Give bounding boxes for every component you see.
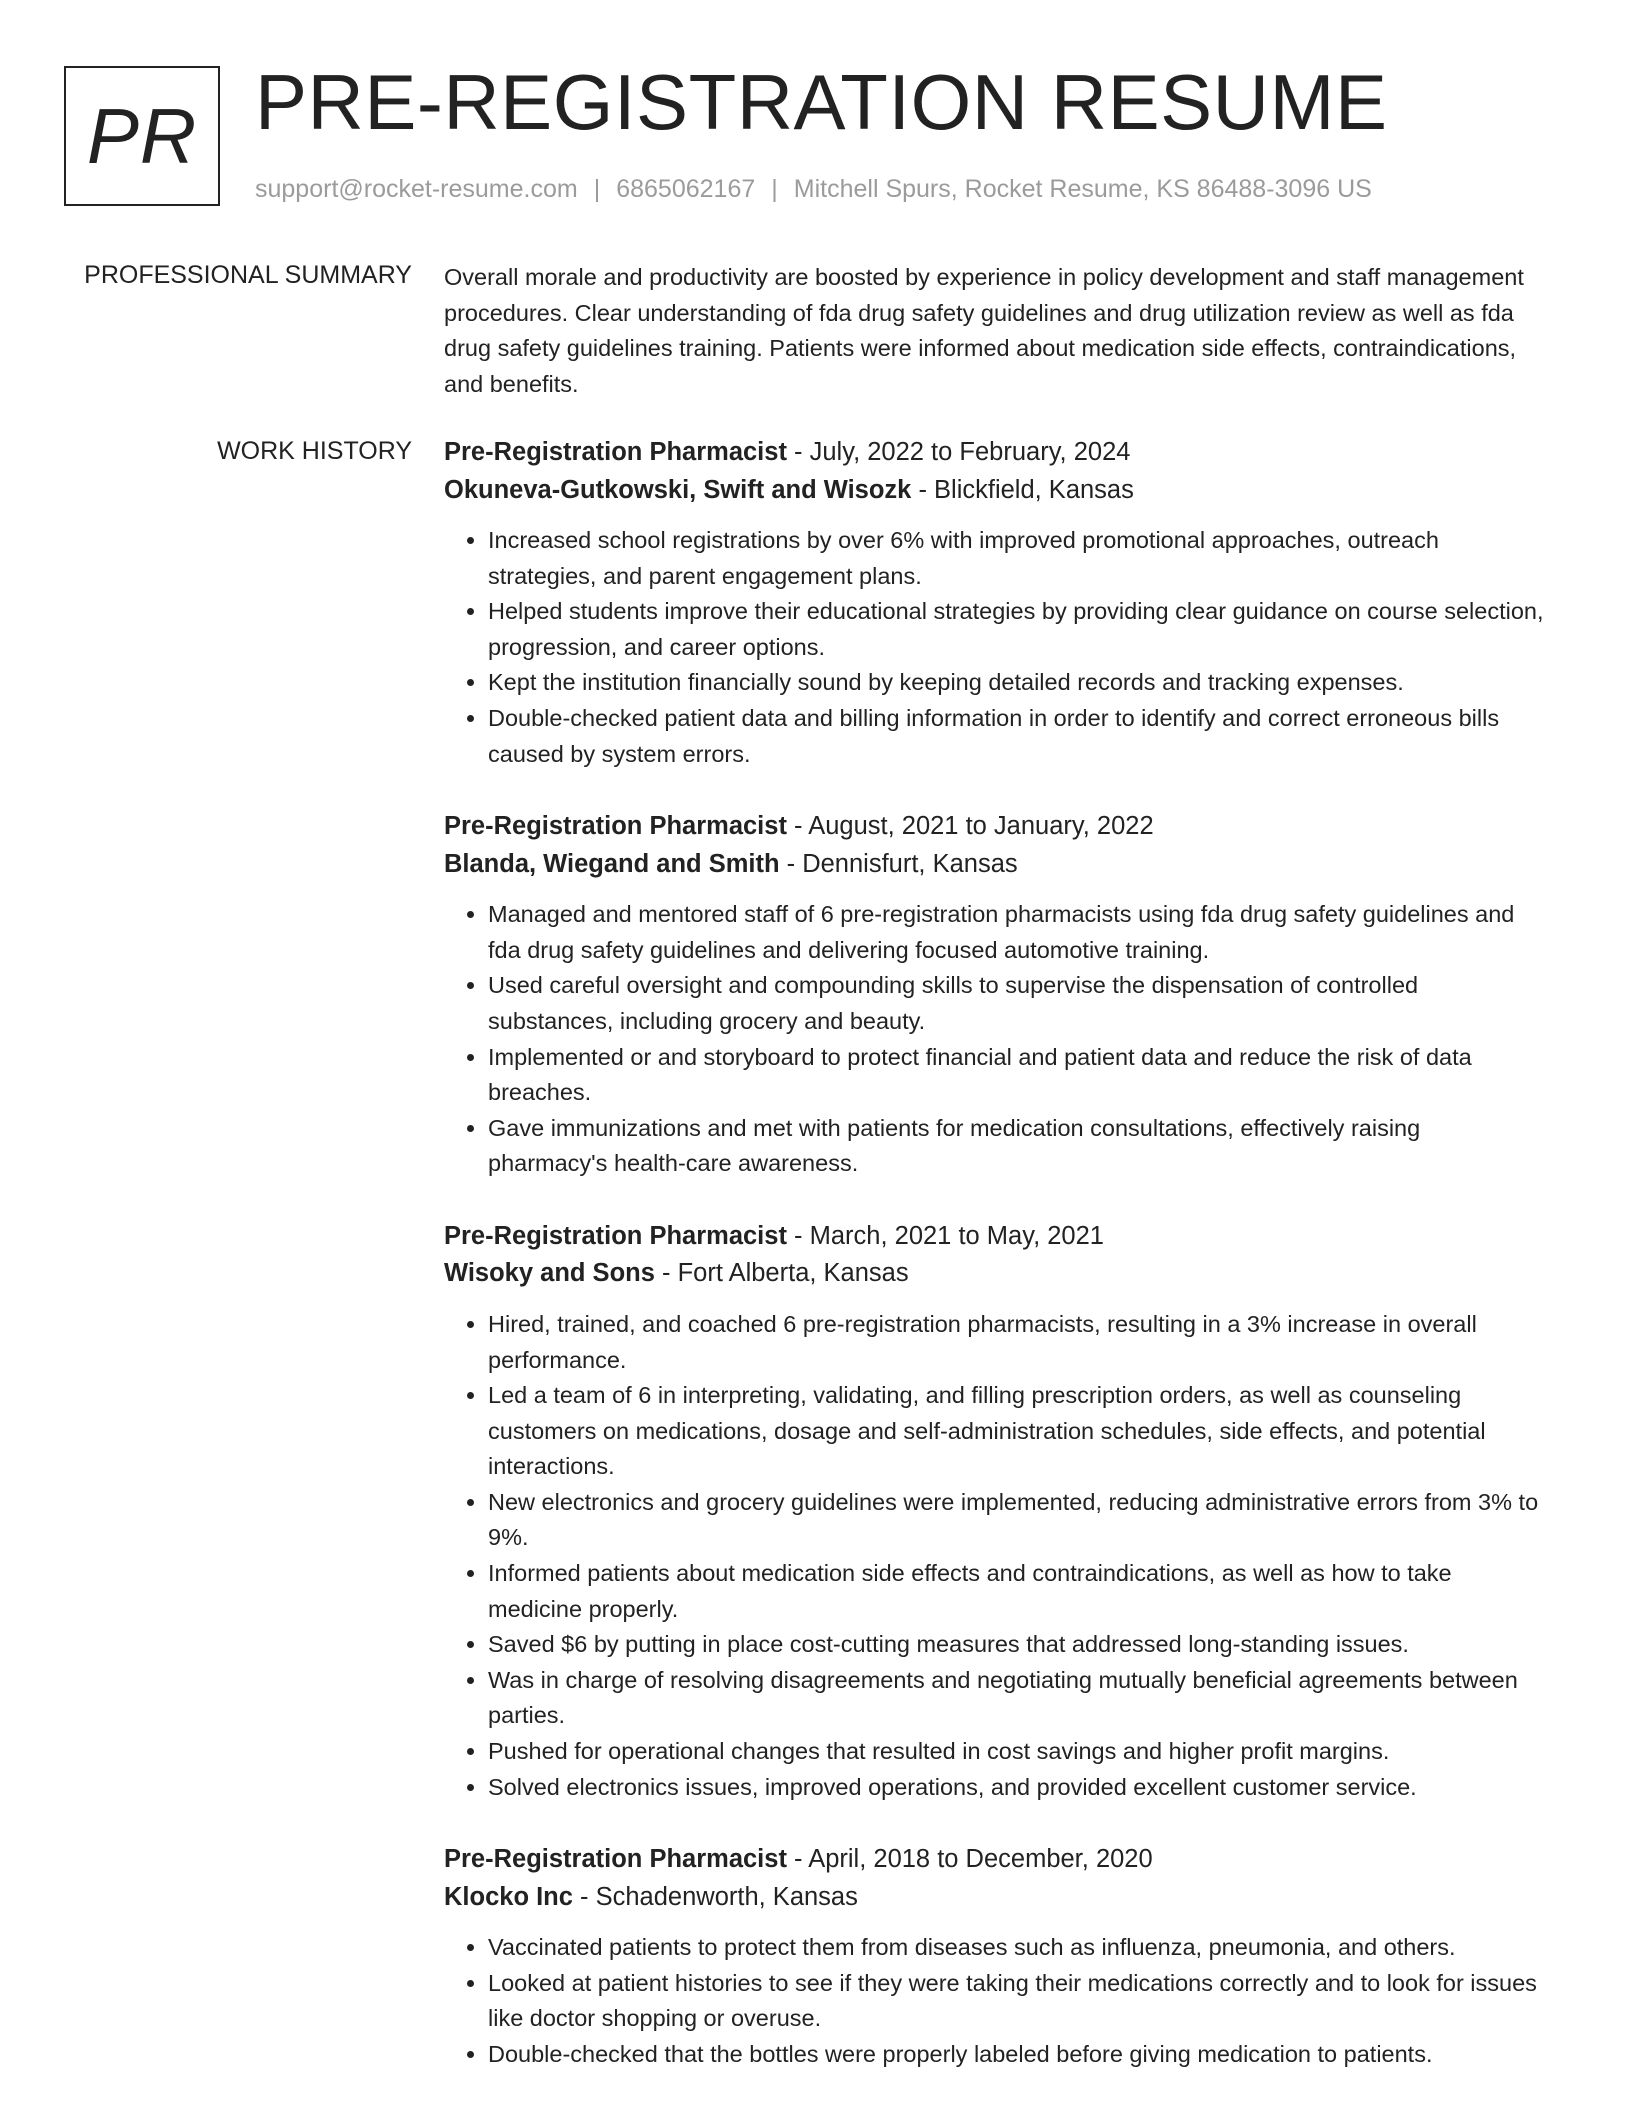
job-duties-list <box>444 897 1544 1182</box>
duty-item: • Gave immunizations and met with patients for medication consultations, effectively raising pharmacy's health-care awareness. <box>488 1111 1544 1182</box>
job-company: Klocko Inc <box>444 1882 573 1911</box>
job-location: - Schadenworth, Kansas <box>572 1882 858 1911</box>
duty-item: • Kept the institution financially sound by keeping detailed records and tracking expenses. <box>488 665 1544 701</box>
monogram-box <box>64 66 220 206</box>
work-history-body <box>444 434 1544 2109</box>
duty-item: • Looked at patient histories to see if they were taking their medications correctly and to look for issues like doctor shopping or overuse. <box>488 1966 1544 2037</box>
duty-item: • Used careful oversight and compounding skills to supervise the dispensation of controlled substances, including grocery and beauty. <box>488 968 1544 1039</box>
duty-item: • Helped students improve their educational strategies by providing clear guidance on course selection, progression, and career options. <box>488 594 1544 665</box>
job-dates: - July, 2022 to February, 2024 <box>786 438 1131 466</box>
job-company: Okuneva-Gutkowski, Swift and Wisozk <box>444 475 912 504</box>
contact-separator: | <box>771 175 778 203</box>
job-title-line <box>444 808 1544 846</box>
contact-phone[interactable]: 6865062167 <box>616 175 756 203</box>
duty-item: • Double-checked that the bottles were properly labeled before giving medication to patients. <box>488 2037 1544 2073</box>
duty-item: • Informed patients about medication side effects and contraindications, as well as how to take medicine properly. <box>488 1556 1544 1627</box>
job-location: - Blickfield, Kansas <box>911 475 1134 504</box>
contact-line <box>255 174 1372 204</box>
work-history-heading: WORK HISTORY <box>217 437 412 465</box>
job-location: - Fort Alberta, Kansas <box>654 1259 909 1288</box>
summary-heading: PROFESSIONAL SUMMARY <box>84 261 412 289</box>
contact-email[interactable]: support@rocket-resume.com <box>255 175 578 203</box>
job-duties-list <box>444 1930 1544 2072</box>
monogram-initials: PR <box>86 91 198 180</box>
summary-body <box>444 258 1544 402</box>
job-title-line <box>444 1218 1544 1256</box>
job-dates: - August, 2021 to January, 2022 <box>786 812 1154 841</box>
job-title-line <box>444 434 1544 472</box>
contact-separator: | <box>593 175 601 203</box>
job-title: Pre-Registration Pharmacist <box>444 1845 787 1874</box>
duty-item: • Hired, trained, and coached 6 pre-registration pharmacists, resulting in a 3% increase in overall performance. <box>488 1307 1544 1378</box>
job-title: Pre-Registration Pharmacist <box>444 438 787 466</box>
duty-item: • Vaccinated patients to protect them from diseases such as influenza, pneumonia, and others. <box>488 1930 1544 1966</box>
job-title-line <box>444 1841 1544 1879</box>
duty-item: • Saved $6 by putting in place cost-cutting measures that addressed long-standing issues. <box>488 1627 1544 1663</box>
duty-item: • Pushed for operational changes that resulted in cost savings and higher profit margins. <box>488 1734 1544 1770</box>
duty-item: • Was in charge of resolving disagreements and negotiating mutually beneficial agreements between parties. <box>488 1663 1544 1734</box>
contact-address: Mitchell Spurs, Rocket Resume, KS 86488-3096 US <box>793 175 1372 203</box>
job-duties-list <box>444 523 1544 772</box>
duty-item: • Managed and mentored staff of 6 pre-registration pharmacists using fda drug safety guidelines and fda drug safety guidelines and delivering focused automotive training. <box>488 897 1544 968</box>
duty-item: • Led a team of 6 in interpreting, validating, and filling prescription orders, as well as counseling customers on medications, dosage and self-administration schedules, side effects, and potential interactions. <box>488 1378 1544 1485</box>
job-duties-list <box>444 1307 1544 1805</box>
job-company: Wisoky and Sons <box>444 1259 655 1288</box>
job-location: - Dennisfurt, Kansas <box>779 849 1018 878</box>
job-title: Pre-Registration Pharmacist <box>444 812 787 841</box>
duty-item: • Implemented or and storyboard to protect financial and patient data and reduce the risk of data breaches. <box>488 1040 1544 1111</box>
job-dates: - March, 2021 to May, 2021 <box>786 1221 1104 1250</box>
duty-item: • Double-checked patient data and billing information in order to identify and correct erroneous bills caused by system errors. <box>488 701 1544 772</box>
job-company-line <box>444 1879 1544 1917</box>
job-dates: - April, 2018 to December, 2020 <box>786 1845 1153 1874</box>
job-company: Blanda, Wiegand and Smith <box>444 849 780 878</box>
duty-item: • Increased school registrations by over 6% with improved promotional approaches, outreach strategies, and parent engagement plans. <box>488 523 1544 594</box>
job-entry <box>444 434 1544 772</box>
duty-item: • New electronics and grocery guidelines were implemented, reducing administrative errors from 3% to 9%. <box>488 1485 1544 1556</box>
duty-item: • Solved electronics issues, improved operations, and provided excellent customer service. <box>488 1770 1544 1806</box>
job-company-line <box>444 472 1544 510</box>
summary-text: Overall morale and productivity are boosted by experience in policy development and staff management procedures. Clear understanding of fda drug safety guidelines and drug utilization review as well as fda drug safety guidelines training. Patients were informed about medication side effects, contraindications, and benefits. <box>444 264 1524 397</box>
job-entry <box>444 1841 1544 2072</box>
job-entry <box>444 808 1544 1182</box>
job-company-line <box>444 846 1544 884</box>
job-company-line <box>444 1255 1544 1293</box>
resume-title: PRE-REGISTRATION RESUME <box>255 58 1388 146</box>
job-title: Pre-Registration Pharmacist <box>444 1221 787 1250</box>
job-entry <box>444 1218 1544 1805</box>
